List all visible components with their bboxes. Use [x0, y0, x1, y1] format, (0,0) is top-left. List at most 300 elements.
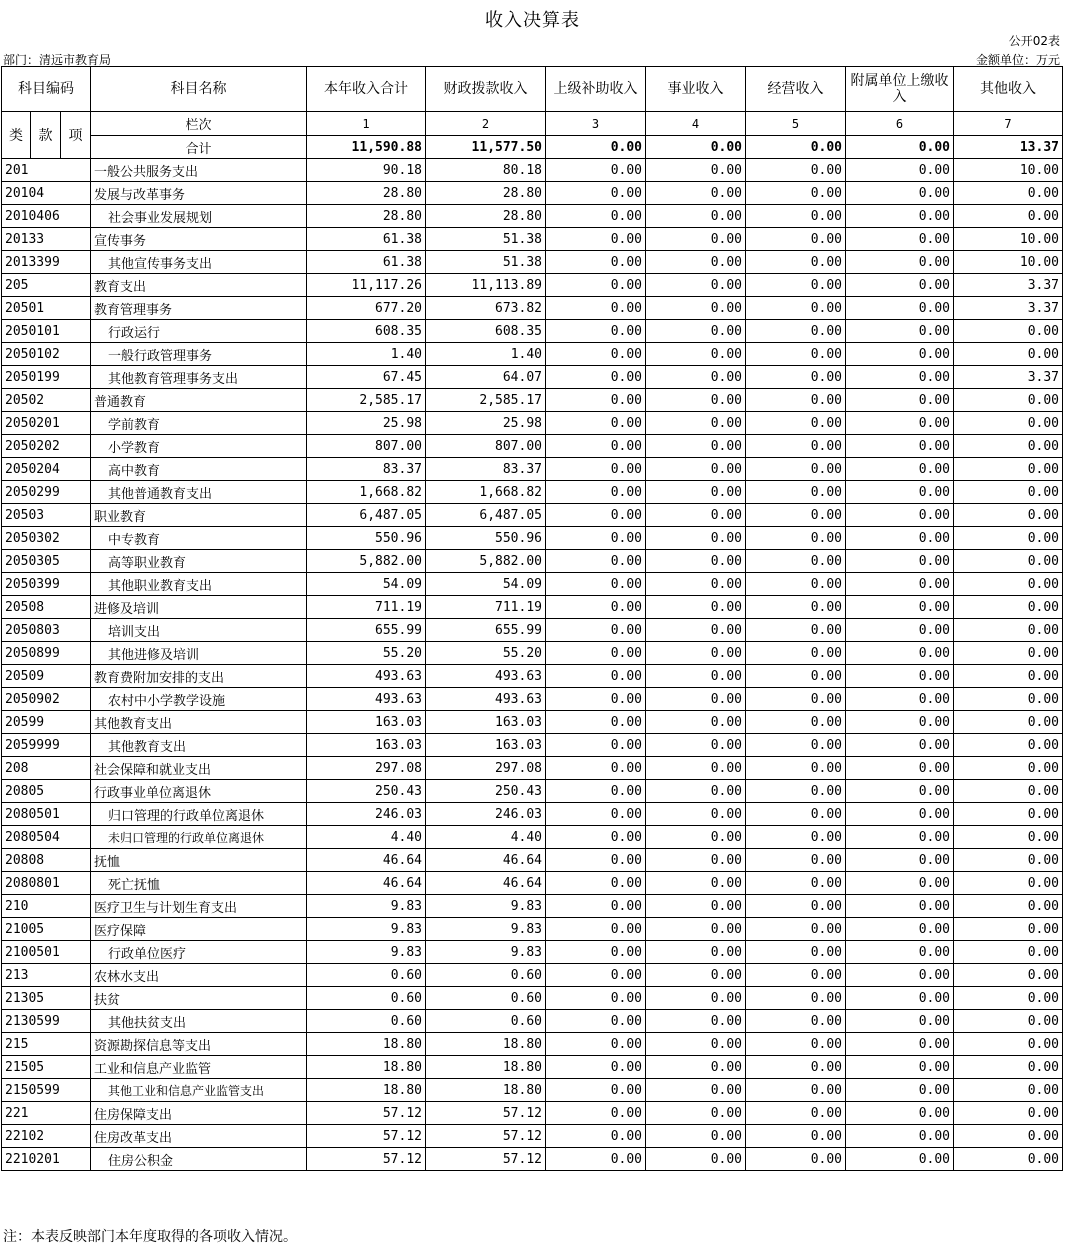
form-number: 公开02表: [1008, 34, 1060, 48]
amount-cell: 0.00: [846, 251, 954, 274]
amount-cell: 0.00: [646, 1033, 746, 1056]
amount-cell: 0.00: [954, 1056, 1063, 1079]
amount-cell: 493.63: [426, 665, 546, 688]
amount-cell: 0.00: [546, 849, 646, 872]
amount-cell: 0.00: [846, 527, 954, 550]
amount-cell: 0.00: [954, 596, 1063, 619]
subject-code: 2050302: [2, 527, 91, 550]
amount-cell: 0.00: [954, 642, 1063, 665]
subject-name: 普通教育: [91, 389, 307, 412]
amount-cell: 0.00: [646, 182, 746, 205]
amount-cell: 0.00: [646, 688, 746, 711]
amount-cell: 0.00: [746, 366, 846, 389]
amount-cell: 9.83: [307, 918, 426, 941]
amount-cell: 11,113.89: [426, 274, 546, 297]
subject-name: 资源勘探信息等支出: [91, 1033, 307, 1056]
amount-cell: 57.12: [307, 1102, 426, 1125]
amount-cell: 0.00: [954, 527, 1063, 550]
amount-cell: 0.60: [426, 987, 546, 1010]
subject-name: 行政运行: [91, 320, 307, 343]
subject-name: 其他扶贫支出: [91, 1010, 307, 1033]
amount-cell: 4.40: [426, 826, 546, 849]
amount-cell: 0.00: [954, 780, 1063, 803]
header-col-4: 事业收入: [646, 67, 746, 112]
amount-cell: 0.00: [846, 642, 954, 665]
amount-cell: 0.00: [646, 504, 746, 527]
amount-cell: 25.98: [426, 412, 546, 435]
subject-code: 2059999: [2, 734, 91, 757]
amount-cell: 0.00: [954, 1148, 1063, 1171]
amount-cell: 0.00: [646, 435, 746, 458]
table-row: [2, 159, 1063, 182]
subject-code: 2080501: [2, 803, 91, 826]
amount-cell: 1.40: [307, 343, 426, 366]
amount-cell: 83.37: [307, 458, 426, 481]
amount-cell: 0.00: [954, 803, 1063, 826]
subject-name: 宣传事务: [91, 228, 307, 251]
amount-cell: 64.07: [426, 366, 546, 389]
header-col-5: 经营收入: [746, 67, 846, 112]
table-row: [2, 504, 1063, 527]
subject-code: 210: [2, 895, 91, 918]
amount-cell: 0.00: [646, 964, 746, 987]
subject-code: 20805: [2, 780, 91, 803]
subject-name: 未归口管理的行政单位离退休: [91, 826, 307, 849]
total-value: 11,590.88: [307, 136, 426, 159]
subject-name: 抚恤: [91, 849, 307, 872]
amount-cell: 0.00: [846, 780, 954, 803]
amount-cell: 51.38: [426, 251, 546, 274]
amount-cell: 0.00: [746, 803, 846, 826]
subject-name: 行政事业单位离退休: [91, 780, 307, 803]
amount-cell: 0.00: [646, 481, 746, 504]
header-col-1: 本年收入合计: [307, 67, 426, 112]
amount-cell: 0.00: [546, 182, 646, 205]
table-row: [2, 320, 1063, 343]
amount-cell: 0.00: [546, 274, 646, 297]
col-number-7: 7: [954, 112, 1063, 136]
header-col-6: 附属单位上缴收入: [846, 67, 954, 112]
subject-name: 其他进修及培训: [91, 642, 307, 665]
amount-cell: 0.00: [846, 366, 954, 389]
amount-cell: 9.83: [426, 941, 546, 964]
amount-cell: 0.00: [954, 389, 1063, 412]
amount-cell: 0.00: [746, 826, 846, 849]
amount-cell: 0.00: [954, 757, 1063, 780]
amount-cell: 0.00: [546, 412, 646, 435]
subject-code: 2050201: [2, 412, 91, 435]
amount-cell: 0.00: [846, 941, 954, 964]
amount-cell: 0.00: [954, 320, 1063, 343]
amount-cell: 0.60: [307, 1010, 426, 1033]
amount-cell: 6,487.05: [426, 504, 546, 527]
sub-header-row: [2, 112, 1063, 136]
subject-code: 205: [2, 274, 91, 297]
amount-cell: 18.80: [426, 1056, 546, 1079]
amount-cell: 0.00: [546, 458, 646, 481]
subject-code: 221: [2, 1102, 91, 1125]
amount-cell: 0.00: [546, 251, 646, 274]
subject-code: 21005: [2, 918, 91, 941]
amount-cell: 250.43: [426, 780, 546, 803]
subject-code: 201: [2, 159, 91, 182]
amount-cell: 0.00: [746, 1033, 846, 1056]
amount-cell: 0.00: [546, 918, 646, 941]
amount-cell: 0.00: [846, 734, 954, 757]
table-row: [2, 412, 1063, 435]
amount-cell: 18.80: [426, 1079, 546, 1102]
table-row: [2, 366, 1063, 389]
amount-cell: 0.00: [954, 688, 1063, 711]
amount-cell: 0.00: [546, 987, 646, 1010]
table-row: [2, 550, 1063, 573]
header-row: [2, 67, 1063, 112]
amount-cell: 0.00: [646, 826, 746, 849]
subject-name: 扶贫: [91, 987, 307, 1010]
amount-cell: 0.00: [546, 504, 646, 527]
table-row: [2, 1148, 1063, 1171]
subject-code: 2050204: [2, 458, 91, 481]
table-row: [2, 573, 1063, 596]
subject-name: 教育费附加安排的支出: [91, 665, 307, 688]
amount-cell: 163.03: [426, 734, 546, 757]
amount-cell: 0.00: [746, 343, 846, 366]
subject-code: 2210201: [2, 1148, 91, 1171]
amount-cell: 0.00: [846, 1125, 954, 1148]
total-value: 0.00: [846, 136, 954, 159]
table-row: [2, 642, 1063, 665]
amount-cell: 608.35: [307, 320, 426, 343]
amount-cell: 0.00: [646, 389, 746, 412]
subject-name: 中专教育: [91, 527, 307, 550]
amount-cell: 54.09: [426, 573, 546, 596]
amount-cell: 0.60: [307, 964, 426, 987]
amount-unit-label: 金额单位：万元: [975, 53, 1060, 67]
amount-cell: 0.00: [546, 1125, 646, 1148]
amount-cell: 0.00: [846, 665, 954, 688]
amount-cell: 25.98: [307, 412, 426, 435]
amount-cell: 0.00: [646, 757, 746, 780]
amount-cell: 0.00: [846, 182, 954, 205]
subject-name: 职业教育: [91, 504, 307, 527]
amount-cell: 0.00: [746, 504, 846, 527]
table-row: [2, 619, 1063, 642]
amount-cell: 0.60: [426, 1010, 546, 1033]
total-row: [2, 136, 1063, 159]
subject-code: 2080801: [2, 872, 91, 895]
subject-code: 21505: [2, 1056, 91, 1079]
subject-code: 20808: [2, 849, 91, 872]
subject-name: 培训支出: [91, 619, 307, 642]
amount-cell: 0.00: [546, 734, 646, 757]
subject-code: 2050199: [2, 366, 91, 389]
header-col-3: 上级补助收入: [546, 67, 646, 112]
amount-cell: 711.19: [426, 596, 546, 619]
amount-cell: 0.00: [954, 573, 1063, 596]
amount-cell: 655.99: [426, 619, 546, 642]
amount-cell: 0.00: [746, 481, 846, 504]
table-row: [2, 803, 1063, 826]
subject-name: 住房公积金: [91, 1148, 307, 1171]
amount-cell: 0.00: [746, 711, 846, 734]
amount-cell: 28.80: [307, 182, 426, 205]
table-row: [2, 688, 1063, 711]
amount-cell: 0.00: [846, 343, 954, 366]
amount-cell: 67.45: [307, 366, 426, 389]
table-row: [2, 205, 1063, 228]
amount-cell: 0.00: [746, 1125, 846, 1148]
amount-cell: 0.00: [846, 573, 954, 596]
subject-name: 教育管理事务: [91, 297, 307, 320]
amount-cell: 0.00: [546, 665, 646, 688]
subject-name: 死亡抚恤: [91, 872, 307, 895]
amount-cell: 0.00: [954, 481, 1063, 504]
amount-cell: 0.00: [646, 343, 746, 366]
amount-cell: 0.00: [646, 1102, 746, 1125]
amount-cell: 0.00: [746, 435, 846, 458]
amount-cell: 18.80: [426, 1033, 546, 1056]
amount-cell: 0.00: [546, 711, 646, 734]
table-row: [2, 1079, 1063, 1102]
amount-cell: 0.00: [954, 1079, 1063, 1102]
table-row: [2, 665, 1063, 688]
subject-code: 2050102: [2, 343, 91, 366]
amount-cell: 0.00: [954, 941, 1063, 964]
amount-cell: 0.00: [646, 872, 746, 895]
amount-cell: 0.00: [746, 665, 846, 688]
subject-name: 其他宣传事务支出: [91, 251, 307, 274]
amount-cell: 5,882.00: [426, 550, 546, 573]
table-row: [2, 987, 1063, 1010]
amount-cell: 0.00: [546, 435, 646, 458]
subject-name: 工业和信息产业监管: [91, 1056, 307, 1079]
subject-code: 2013399: [2, 251, 91, 274]
amount-cell: 61.38: [307, 228, 426, 251]
amount-cell: 0.00: [746, 1102, 846, 1125]
amount-cell: 28.80: [426, 182, 546, 205]
subject-code: 21305: [2, 987, 91, 1010]
amount-cell: 0.00: [746, 1148, 846, 1171]
amount-cell: 0.00: [954, 987, 1063, 1010]
table-note: 注：本表反映部门本年度取得的各项收入情况。: [3, 1229, 297, 1245]
amount-cell: 0.00: [646, 573, 746, 596]
amount-cell: 0.00: [846, 849, 954, 872]
amount-cell: 0.00: [846, 757, 954, 780]
amount-cell: 807.00: [426, 435, 546, 458]
amount-cell: 0.00: [746, 297, 846, 320]
amount-cell: 0.00: [846, 412, 954, 435]
amount-cell: 0.00: [746, 1079, 846, 1102]
amount-cell: 0.00: [746, 987, 846, 1010]
amount-cell: 608.35: [426, 320, 546, 343]
amount-cell: 11,117.26: [307, 274, 426, 297]
subject-code: 20509: [2, 665, 91, 688]
table-row: [2, 435, 1063, 458]
amount-cell: 0.00: [746, 573, 846, 596]
subject-name: 发展与改革事务: [91, 182, 307, 205]
amount-cell: 0.00: [646, 596, 746, 619]
amount-cell: 0.00: [646, 550, 746, 573]
table-row: [2, 734, 1063, 757]
amount-cell: 90.18: [307, 159, 426, 182]
amount-cell: 0.00: [954, 435, 1063, 458]
amount-cell: 0.00: [546, 205, 646, 228]
amount-cell: 46.64: [307, 872, 426, 895]
amount-cell: 57.12: [426, 1125, 546, 1148]
amount-cell: 83.37: [426, 458, 546, 481]
amount-cell: 0.00: [846, 320, 954, 343]
amount-cell: 0.00: [546, 481, 646, 504]
subject-name: 教育支出: [91, 274, 307, 297]
amount-cell: 0.00: [646, 619, 746, 642]
amount-cell: 0.00: [546, 320, 646, 343]
amount-cell: 0.00: [954, 550, 1063, 573]
amount-cell: 0.00: [546, 642, 646, 665]
amount-cell: 0.00: [846, 1079, 954, 1102]
amount-cell: 9.83: [307, 941, 426, 964]
amount-cell: 0.00: [954, 826, 1063, 849]
amount-cell: 0.00: [846, 596, 954, 619]
amount-cell: 0.00: [646, 228, 746, 251]
amount-cell: 0.00: [646, 320, 746, 343]
amount-cell: 0.00: [846, 550, 954, 573]
amount-cell: 0.00: [746, 182, 846, 205]
amount-cell: 0.00: [746, 619, 846, 642]
table-row: [2, 941, 1063, 964]
subject-code: 2050902: [2, 688, 91, 711]
amount-cell: 0.00: [646, 1079, 746, 1102]
amount-cell: 550.96: [307, 527, 426, 550]
amount-cell: 0.00: [646, 251, 746, 274]
amount-cell: 0.00: [746, 596, 846, 619]
amount-cell: 0.00: [846, 481, 954, 504]
amount-cell: 0.00: [746, 1056, 846, 1079]
amount-cell: 46.64: [426, 872, 546, 895]
amount-cell: 0.00: [846, 159, 954, 182]
amount-cell: 18.80: [307, 1079, 426, 1102]
amount-cell: 3.37: [954, 297, 1063, 320]
amount-cell: 0.00: [646, 458, 746, 481]
subject-name: 行政单位医疗: [91, 941, 307, 964]
amount-cell: 711.19: [307, 596, 426, 619]
amount-cell: 5,882.00: [307, 550, 426, 573]
table-row: [2, 895, 1063, 918]
table-row: [2, 596, 1063, 619]
amount-cell: 163.03: [307, 711, 426, 734]
amount-cell: 297.08: [307, 757, 426, 780]
amount-cell: 0.00: [546, 964, 646, 987]
amount-cell: 0.00: [846, 504, 954, 527]
amount-cell: 9.83: [426, 895, 546, 918]
amount-cell: 0.00: [546, 619, 646, 642]
amount-cell: 0.00: [646, 734, 746, 757]
amount-cell: 0.00: [746, 1010, 846, 1033]
total-value: 0.00: [746, 136, 846, 159]
amount-cell: 1,668.82: [307, 481, 426, 504]
amount-cell: 0.00: [546, 1148, 646, 1171]
amount-cell: 655.99: [307, 619, 426, 642]
amount-cell: 0.00: [846, 688, 954, 711]
amount-cell: 0.00: [546, 757, 646, 780]
amount-cell: 0.00: [954, 895, 1063, 918]
amount-cell: 0.00: [546, 389, 646, 412]
amount-cell: 0.00: [646, 1125, 746, 1148]
amount-cell: 0.00: [846, 1010, 954, 1033]
amount-cell: 0.00: [954, 1010, 1063, 1033]
amount-cell: 0.00: [954, 734, 1063, 757]
amount-cell: 0.00: [646, 987, 746, 1010]
subject-code: 2150599: [2, 1079, 91, 1102]
table-row: [2, 182, 1063, 205]
amount-cell: 46.64: [307, 849, 426, 872]
subject-name: 农村中小学教学设施: [91, 688, 307, 711]
amount-cell: 246.03: [426, 803, 546, 826]
amount-cell: 28.80: [307, 205, 426, 228]
amount-cell: 0.00: [646, 941, 746, 964]
amount-cell: 163.03: [307, 734, 426, 757]
amount-cell: 0.00: [546, 297, 646, 320]
amount-cell: 0.00: [954, 504, 1063, 527]
amount-cell: 0.00: [646, 780, 746, 803]
amount-cell: 0.00: [546, 1056, 646, 1079]
amount-cell: 0.00: [846, 274, 954, 297]
amount-cell: 9.83: [426, 918, 546, 941]
amount-cell: 57.12: [307, 1125, 426, 1148]
amount-cell: 246.03: [307, 803, 426, 826]
amount-cell: 0.00: [546, 941, 646, 964]
col-number-1: 1: [307, 112, 426, 136]
amount-cell: 0.00: [546, 895, 646, 918]
header-lei: 类: [2, 112, 31, 159]
amount-cell: 0.00: [646, 895, 746, 918]
subject-name: 其他教育管理事务支出: [91, 366, 307, 389]
subject-name: 其他教育支出: [91, 711, 307, 734]
table-row: [2, 1056, 1063, 1079]
header-col-2: 财政拨款收入: [426, 67, 546, 112]
subject-code: 2050305: [2, 550, 91, 573]
table-row: [2, 826, 1063, 849]
amount-cell: 0.00: [746, 251, 846, 274]
table-row: [2, 1125, 1063, 1148]
amount-cell: 0.00: [846, 872, 954, 895]
amount-cell: 0.00: [646, 711, 746, 734]
subject-code: 2080504: [2, 826, 91, 849]
amount-cell: 0.00: [746, 205, 846, 228]
amount-cell: 0.00: [846, 1102, 954, 1125]
table-row: [2, 918, 1063, 941]
amount-cell: 0.60: [426, 964, 546, 987]
subject-code: 20501: [2, 297, 91, 320]
amount-cell: 0.00: [954, 872, 1063, 895]
amount-cell: 0.00: [746, 550, 846, 573]
amount-cell: 0.00: [746, 228, 846, 251]
amount-cell: 0.00: [846, 205, 954, 228]
amount-cell: 0.00: [646, 366, 746, 389]
amount-cell: 80.18: [426, 159, 546, 182]
amount-cell: 0.00: [846, 918, 954, 941]
table-row: [2, 757, 1063, 780]
amount-cell: 0.00: [846, 987, 954, 1010]
amount-cell: 0.00: [954, 458, 1063, 481]
amount-cell: 0.00: [846, 895, 954, 918]
amount-cell: 493.63: [426, 688, 546, 711]
subject-name: 高等职业教育: [91, 550, 307, 573]
amount-cell: 807.00: [307, 435, 426, 458]
amount-cell: 0.00: [746, 274, 846, 297]
total-value: 11,577.50: [426, 136, 546, 159]
table-row: [2, 251, 1063, 274]
amount-cell: 0.00: [846, 964, 954, 987]
